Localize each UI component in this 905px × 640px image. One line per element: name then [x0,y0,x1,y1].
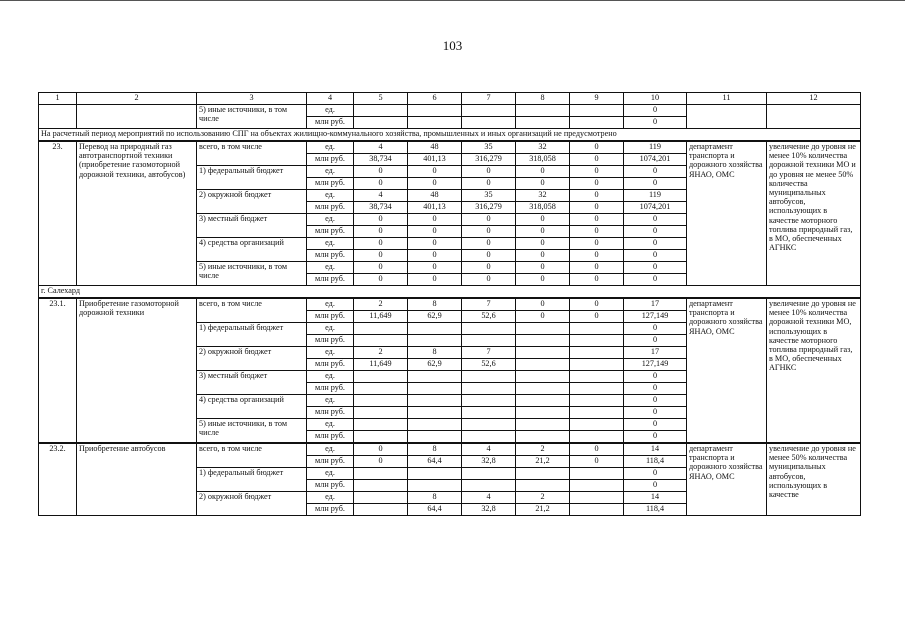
unit-cell: млн руб. [307,154,354,166]
value-cell: 0 [570,202,624,214]
value-cell: 0 [462,238,516,250]
value-cell [408,468,462,480]
value-cell: 0 [624,419,687,431]
value-cell: 0 [354,274,408,286]
value-cell: 0 [624,274,687,286]
value-cell [408,419,462,431]
value-cell: 11,649 [354,311,408,323]
value-cell: 14 [624,443,687,456]
unit-cell: ед. [307,371,354,383]
value-cell: 8 [408,492,462,504]
value-cell: 17 [624,347,687,359]
value-cell: 38,734 [354,202,408,214]
value-cell [516,359,570,371]
unit-cell: ед. [307,105,354,117]
city-row [39,286,861,299]
executor-cell: департамент транспорта и дорожного хозяйства ЯНАО, ОМС [687,141,767,286]
unit-cell: ед. [307,238,354,250]
value-cell: 0 [516,250,570,262]
value-cell [516,335,570,347]
value-cell: 0 [624,166,687,178]
column-number: 1 [39,93,77,105]
value-cell: 0 [408,262,462,274]
value-cell: 318,058 [516,154,570,166]
value-cell: 4 [354,141,408,154]
source-label: 5) иные источники, в том числе [197,262,307,286]
value-cell [408,117,462,129]
value-cell: 0 [408,166,462,178]
value-cell [462,371,516,383]
unit-cell: млн руб. [307,407,354,419]
value-cell: 119 [624,141,687,154]
value-cell: 2 [516,443,570,456]
value-cell [516,383,570,395]
column-number: 6 [408,93,462,105]
value-cell [408,480,462,492]
value-cell: 32 [516,190,570,202]
value-cell [462,395,516,407]
value-cell: 0 [570,456,624,468]
source-label: 3) местный бюджет [197,214,307,238]
value-cell [516,419,570,431]
value-cell: 1074,201 [624,154,687,166]
value-cell: 0 [462,274,516,286]
value-cell: 0 [570,190,624,202]
value-cell: 7 [462,298,516,311]
unit-cell: млн руб. [307,178,354,190]
value-cell [408,395,462,407]
unit-cell: млн руб. [307,480,354,492]
value-cell [516,105,570,117]
source-label: 3) местный бюджет [197,371,307,395]
value-cell: 0 [624,371,687,383]
value-cell: 0 [462,214,516,226]
executor-cell: департамент транспорта и дорожного хозяйства ЯНАО, ОМС [687,298,767,443]
value-cell: 0 [354,262,408,274]
value-cell [354,395,408,407]
value-cell: 0 [624,383,687,395]
value-cell: 2 [354,347,408,359]
value-cell: 0 [516,178,570,190]
value-cell [408,105,462,117]
column-number: 11 [687,93,767,105]
value-cell: 0 [354,238,408,250]
unit-cell: ед. [307,395,354,407]
value-cell [354,492,408,504]
value-cell: 0 [462,262,516,274]
unit-cell: ед. [307,141,354,154]
unit-cell: млн руб. [307,250,354,262]
value-cell: 0 [624,117,687,129]
column-number: 8 [516,93,570,105]
value-cell [462,468,516,480]
column-number: 10 [624,93,687,105]
value-cell: 0 [408,178,462,190]
unit-cell: ед. [307,262,354,274]
value-cell [570,383,624,395]
value-cell [408,323,462,335]
executor-cell: департамент транспорта и дорожного хозяйства ЯНАО, ОМС [687,443,767,516]
value-cell: 0 [570,274,624,286]
value-cell [408,407,462,419]
value-cell: 52,6 [462,311,516,323]
note-text: На расчетный период мероприятий по использованию СПГ на объектах жилищно-коммунального хозяйства, промышленных и иных организаций не предусмотрено [39,129,861,142]
value-cell [408,335,462,347]
program-table [38,92,861,516]
value-cell: 32,8 [462,456,516,468]
unit-cell: млн руб. [307,202,354,214]
source-label: всего, в том числе [197,443,307,468]
value-cell: 127,149 [624,359,687,371]
value-cell [354,117,408,129]
unit-cell: ед. [307,190,354,202]
header-row [39,93,861,105]
item-number: 23.2. [39,443,77,516]
value-cell [570,347,624,359]
item-name: Приобретение газомоторной дорожной техники [77,298,197,443]
value-cell [570,371,624,383]
value-cell [516,480,570,492]
source-label: 5) иные источники, в том числе [197,105,307,129]
value-cell [516,323,570,335]
value-cell [354,504,408,516]
source-label: 1) федеральный бюджет [197,166,307,190]
page-number: 103 [442,38,463,53]
column-number: 7 [462,93,516,105]
value-cell: 119 [624,190,687,202]
source-label: 1) федеральный бюджет [197,468,307,492]
value-cell [570,504,624,516]
value-cell: 0 [624,395,687,407]
value-cell [516,407,570,419]
value-cell [570,431,624,444]
value-cell: 0 [354,443,408,456]
value-cell [354,407,408,419]
value-cell: 0 [516,311,570,323]
value-cell: 0 [624,238,687,250]
value-cell: 64,4 [408,456,462,468]
value-cell [354,383,408,395]
value-cell [354,335,408,347]
value-cell: 0 [516,226,570,238]
table-row [39,298,861,311]
unit-cell: млн руб. [307,274,354,286]
value-cell [570,335,624,347]
value-cell: 0 [624,407,687,419]
value-cell: 4 [462,492,516,504]
value-cell: 0 [462,178,516,190]
value-cell: 0 [408,274,462,286]
value-cell: 7 [462,347,516,359]
value-cell: 118,4 [624,504,687,516]
value-cell: 0 [354,166,408,178]
value-cell: 318,058 [516,202,570,214]
source-label: 1) федеральный бюджет [197,323,307,347]
unit-cell: млн руб. [307,311,354,323]
value-cell [462,117,516,129]
value-cell: 0 [570,154,624,166]
unit-cell: млн руб. [307,335,354,347]
value-cell: 0 [624,468,687,480]
source-label: 2) окружной бюджет [197,347,307,371]
value-cell [462,431,516,444]
value-cell: 0 [624,178,687,190]
value-cell: 17 [624,298,687,311]
value-cell: 0 [354,214,408,226]
value-cell: 35 [462,141,516,154]
value-cell [462,419,516,431]
value-cell [516,117,570,129]
unit-cell: ед. [307,347,354,359]
result-cell: увеличение до уровня не менее 10% количества дорожной техники МО и до уровня не менее 50% количества муниципальных автобусов, использующих в качестве моторного топлива природный газ, в МО, обеспеченных АГНКС [767,141,861,286]
value-cell: 0 [570,178,624,190]
value-cell: 4 [462,443,516,456]
value-cell: 0 [624,250,687,262]
unit-cell: ед. [307,443,354,456]
value-cell: 0 [516,214,570,226]
value-cell: 0 [516,298,570,311]
value-cell: 0 [624,262,687,274]
table-row [39,443,861,456]
source-label: 2) окружной бюджет [197,190,307,214]
value-cell: 0 [408,238,462,250]
unit-cell: млн руб. [307,504,354,516]
value-cell [570,480,624,492]
value-cell [462,407,516,419]
value-cell: 0 [624,226,687,238]
column-number: 12 [767,93,861,105]
table-row [39,141,861,154]
value-cell: 32,8 [462,504,516,516]
value-cell [354,419,408,431]
value-cell [462,323,516,335]
value-cell: 0 [516,262,570,274]
value-cell: 0 [624,335,687,347]
value-cell: 0 [570,262,624,274]
unit-cell: ед. [307,323,354,335]
value-cell: 0 [624,214,687,226]
result-cell [767,105,861,129]
column-number: 5 [354,93,408,105]
value-cell: 38,734 [354,154,408,166]
value-cell [570,492,624,504]
value-cell: 21,2 [516,456,570,468]
value-cell: 0 [570,226,624,238]
source-label: 5) иные источники, в том числе [197,419,307,444]
value-cell: 401,13 [408,154,462,166]
value-cell: 127,149 [624,311,687,323]
value-cell: 52,6 [462,359,516,371]
value-cell [462,105,516,117]
value-cell: 4 [354,190,408,202]
value-cell: 2 [516,492,570,504]
value-cell: 0 [570,298,624,311]
unit-cell: млн руб. [307,359,354,371]
unit-cell: млн руб. [307,431,354,444]
item-number [39,105,77,129]
value-cell [570,105,624,117]
column-number: 4 [307,93,354,105]
source-label: 4) средства организаций [197,395,307,419]
value-cell: 0 [354,250,408,262]
unit-cell: млн руб. [307,117,354,129]
value-cell [354,431,408,444]
table-row [39,105,861,117]
value-cell: 118,4 [624,456,687,468]
value-cell: 316,279 [462,202,516,214]
source-label: всего, в том числе [197,298,307,323]
source-label: 4) средства организаций [197,238,307,262]
value-cell: 48 [408,190,462,202]
value-cell: 0 [624,431,687,444]
value-cell: 32 [516,141,570,154]
column-number: 2 [77,93,197,105]
source-label: 2) окружной бюджет [197,492,307,516]
unit-cell: млн руб. [307,226,354,238]
column-number: 3 [197,93,307,105]
unit-cell: ед. [307,166,354,178]
value-cell: 2 [354,298,408,311]
city-label: г. Салехард [39,286,861,299]
item-number: 23. [39,141,77,286]
value-cell: 35 [462,190,516,202]
unit-cell: млн руб. [307,383,354,395]
value-cell: 0 [462,166,516,178]
value-cell [354,480,408,492]
value-cell [462,480,516,492]
value-cell: 0 [570,250,624,262]
value-cell: 48 [408,141,462,154]
unit-cell: ед. [307,492,354,504]
value-cell: 0 [624,480,687,492]
value-cell: 0 [516,274,570,286]
value-cell [516,371,570,383]
value-cell [408,383,462,395]
value-cell: 401,13 [408,202,462,214]
result-cell: увеличение до уровня не менее 10% количества дорожной техники МО, использующих в качестве моторного топлива природный газ, в МО, обеспеченных АГНКС [767,298,861,443]
value-cell: 0 [624,105,687,117]
item-number: 23.1. [39,298,77,443]
top-rule [0,0,905,1]
value-cell: 11,649 [354,359,408,371]
value-cell [462,335,516,347]
value-cell: 0 [570,311,624,323]
value-cell: 1074,201 [624,202,687,214]
value-cell: 0 [408,250,462,262]
value-cell [570,359,624,371]
value-cell: 0 [462,226,516,238]
note-row [39,129,861,142]
value-cell [354,468,408,480]
value-cell: 64,4 [408,504,462,516]
value-cell: 0 [516,238,570,250]
value-cell [408,431,462,444]
value-cell [570,407,624,419]
value-cell: 62,9 [408,359,462,371]
value-cell: 0 [354,456,408,468]
value-cell [516,431,570,444]
value-cell: 0 [408,226,462,238]
value-cell: 8 [408,443,462,456]
value-cell [570,395,624,407]
value-cell [354,105,408,117]
item-name: Перевод на природный газ автотранспортной техники (приобретение газомоторной дорожной техники, автобусов) [77,141,197,286]
value-cell: 8 [408,347,462,359]
value-cell [570,323,624,335]
value-cell: 21,2 [516,504,570,516]
value-cell [516,468,570,480]
value-cell: 0 [516,166,570,178]
unit-cell: ед. [307,419,354,431]
value-cell: 0 [408,214,462,226]
value-cell: 0 [570,238,624,250]
value-cell: 0 [354,226,408,238]
value-cell: 0 [462,250,516,262]
result-cell: увеличение до уровня не менее 50% количества муниципальных автобусов, использующих в качестве [767,443,861,516]
value-cell [516,347,570,359]
value-cell [354,371,408,383]
column-number: 9 [570,93,624,105]
value-cell: 0 [624,323,687,335]
value-cell: 0 [354,178,408,190]
value-cell [408,371,462,383]
value-cell [462,383,516,395]
value-cell: 0 [570,141,624,154]
value-cell: 0 [570,166,624,178]
source-label: всего, в том числе [197,141,307,166]
value-cell [516,395,570,407]
value-cell: 8 [408,298,462,311]
value-cell: 316,279 [462,154,516,166]
value-cell [354,323,408,335]
value-cell [570,117,624,129]
value-cell: 0 [570,214,624,226]
value-cell [570,468,624,480]
value-cell [570,419,624,431]
item-name: Приобретение автобусов [77,443,197,516]
unit-cell: ед. [307,298,354,311]
executor-cell [687,105,767,129]
unit-cell: ед. [307,468,354,480]
value-cell: 14 [624,492,687,504]
item-name [77,105,197,129]
unit-cell: млн руб. [307,456,354,468]
unit-cell: ед. [307,214,354,226]
value-cell: 62,9 [408,311,462,323]
value-cell: 0 [570,443,624,456]
